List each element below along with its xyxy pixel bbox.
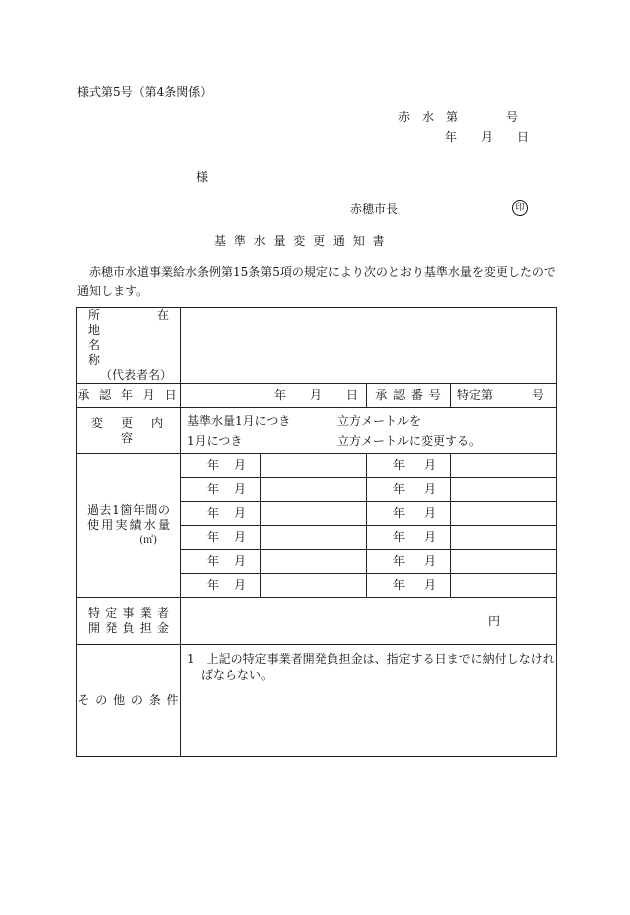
change-line1-after: 立方メートルを: [337, 413, 422, 428]
history-label-cell: [77, 454, 181, 598]
charge-label-line2: 開 発 負 担 金: [88, 621, 169, 635]
addressee-suffix: 様: [196, 170, 209, 184]
history-period-left: 年 月: [181, 574, 261, 598]
conditions-row: [77, 645, 557, 757]
history-period-left: 年 月: [181, 550, 261, 574]
history-period-right: 年 月: [367, 574, 451, 598]
approval-number-suffix: 号: [531, 388, 544, 402]
history-label-line1: 過去1箇年間の: [87, 503, 170, 517]
change-content-label: 変 更 内 容: [77, 408, 181, 454]
approval-number-field[interactable]: [451, 384, 557, 408]
issuer-name: 赤穂市長: [350, 202, 399, 216]
body-text-line2: 通知します。: [77, 284, 149, 298]
change-line2-before: 1月につき: [187, 433, 243, 448]
history-period-left: 年 月: [181, 502, 261, 526]
issue-date: 年 月 日: [445, 130, 530, 144]
history-period-right: 年 月: [367, 550, 451, 574]
body-text-line1: 赤穂市水道事業給水条例第15条第5項の規定により次のとおり基準水量を変更したので: [89, 265, 556, 279]
history-volume-left[interactable]: [261, 550, 367, 574]
location-label-cell: [77, 308, 194, 384]
history-period-left: 年 月: [181, 454, 261, 478]
approval-date-label: 承 認 年 月 日: [77, 384, 181, 408]
change-line1-before: 基準水量1月につき: [187, 413, 291, 428]
approval-number-label: 承 認 番 号: [367, 384, 451, 408]
document-title: 基 準 水 量 変 更 通 知 書: [214, 234, 387, 248]
history-volume-right[interactable]: [451, 502, 557, 526]
history-volume-left[interactable]: [261, 454, 367, 478]
history-volume-right[interactable]: [451, 526, 557, 550]
history-volume-left[interactable]: [261, 574, 367, 598]
history-period-left: 年 月: [181, 526, 261, 550]
location-label: 所 在 地: [88, 308, 194, 337]
history-label-line2: 使用実績水量: [87, 518, 170, 532]
change-row: [77, 408, 557, 454]
history-volume-left[interactable]: [261, 502, 367, 526]
history-period-right: 年 月: [367, 478, 451, 502]
history-unit: (㎥): [139, 535, 157, 546]
charge-row: [77, 598, 557, 645]
charge-amount-field[interactable]: [181, 598, 557, 645]
charge-yen-unit: 円: [487, 613, 500, 628]
location-row: [77, 308, 557, 384]
history-row: [77, 454, 557, 478]
charge-label-line1: 特 定 事 業 者: [88, 606, 169, 620]
history-volume-right[interactable]: [451, 478, 557, 502]
history-volume-right[interactable]: [451, 574, 557, 598]
history-volume-right[interactable]: [451, 550, 557, 574]
notice-form-table: [76, 307, 557, 757]
reference-number: 赤 水 第 号: [398, 110, 519, 124]
history-period-right: 年 月: [367, 526, 451, 550]
history-period-right: 年 月: [367, 502, 451, 526]
change-line2-after: 立方メートルに変更する。: [337, 433, 482, 448]
history-volume-left[interactable]: [261, 526, 367, 550]
charge-label-cell: [77, 598, 181, 645]
change-content-field[interactable]: [181, 408, 557, 454]
history-period-left: 年 月: [181, 478, 261, 502]
conditions-label: そ の 他 の 条 件: [77, 645, 181, 757]
conditions-field[interactable]: [181, 645, 557, 757]
approval-date-field[interactable]: [181, 384, 367, 408]
approval-number-prefix: 特定第: [457, 388, 494, 402]
approval-row: [77, 384, 557, 408]
name-label: 名 称: [88, 338, 161, 367]
location-value-field[interactable]: [181, 308, 557, 384]
condition-item1-line2: ばならない。: [201, 668, 274, 682]
history-volume-right[interactable]: [451, 454, 557, 478]
seal-mark: 印: [512, 200, 528, 216]
approval-date-value: 年 月 日: [273, 388, 358, 402]
history-period-right: 年 月: [367, 454, 451, 478]
history-volume-left[interactable]: [261, 478, 367, 502]
condition-item1-line1: 1 上記の特定事業者開発負担金は、指定する日までに納付しなけれ: [187, 652, 555, 666]
representative-label: （代表者名）: [99, 368, 172, 382]
form-number: 様式第5号（第4条関係）: [77, 85, 213, 99]
